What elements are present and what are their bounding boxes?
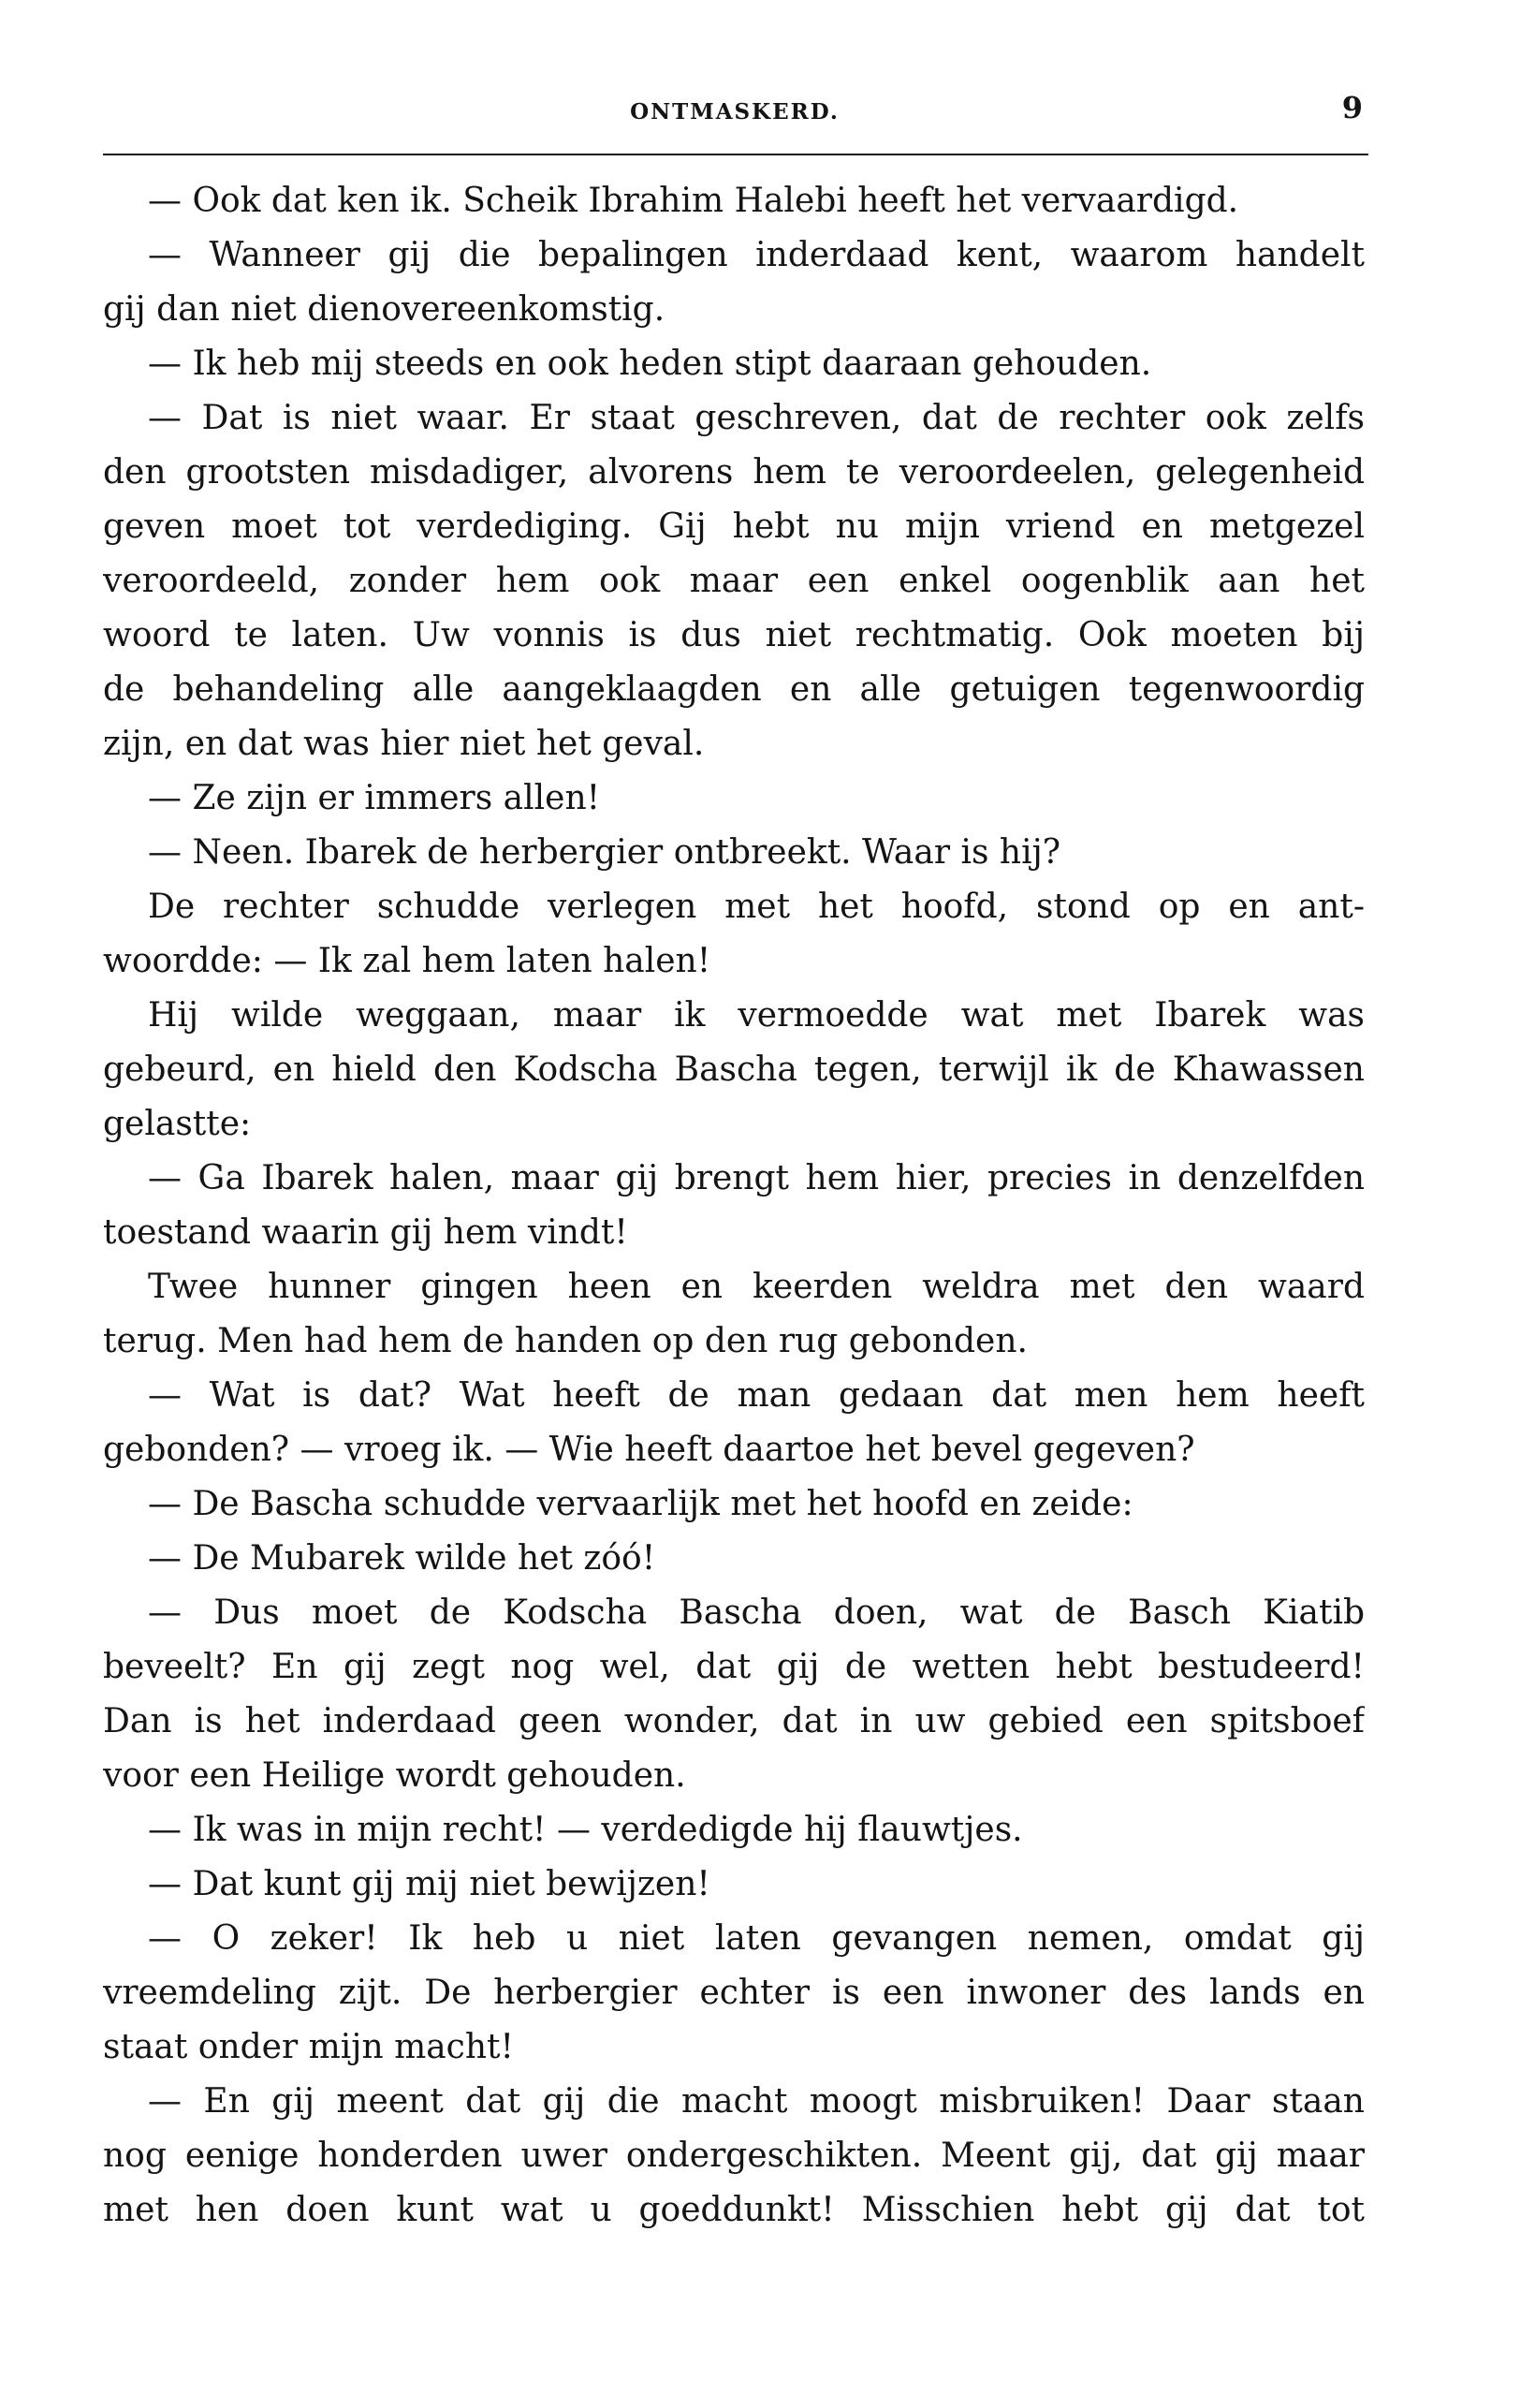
text-line: — En gij meent dat gij die macht moogt misbruiken! Daar staan	[148, 2082, 1365, 2121]
text-line: zijn, en dat was hier niet het geval.	[103, 725, 705, 763]
text-line: nog eenige honderden uwer ondergeschikten. Meent gij, dat gij maar	[103, 2136, 1365, 2175]
running-header	[103, 90, 1367, 146]
text-line: den grootsten misdadiger, alvorens hem te veroordeelen, gelegenheid	[103, 453, 1365, 492]
text-line: — Ze zijn er immers allen!	[148, 779, 601, 817]
text-line: staat onder mijn macht!	[103, 2028, 514, 2066]
body-text	[103, 174, 1365, 2238]
text-line: geven moet tot verdediging. Gij hebt nu mijn vriend en metgezel	[103, 507, 1365, 546]
text-line: gelastte:	[103, 1105, 252, 1143]
text-line: — O zeker! Ik heb u niet laten gevangen nemen, omdat gij	[148, 1919, 1365, 1958]
text-line: toestand waarin gij hem vindt!	[103, 1213, 628, 1252]
header-rule	[103, 154, 1368, 155]
text-line: — Ik heb mij steeds en ook heden stipt daaraan gehouden.	[148, 345, 1152, 383]
text-line: vreemdeling zijt. De herbergier echter is een inwoner des lands en	[103, 1974, 1365, 2012]
text-line: gij dan niet dienovereenkomstig.	[103, 290, 665, 329]
text-line: met hen doen kunt wat u goeddunkt! Misschien hebt gij dat tot	[103, 2191, 1365, 2229]
text-line: Twee hunner gingen heen en keerden weldra met den waard	[148, 1268, 1365, 1306]
text-line: — Dat is niet waar. Er staat geschreven, dat de rechter ook zelfs	[148, 399, 1365, 437]
text-line: voor een Heilige wordt gehouden.	[103, 1756, 686, 1795]
text-line: Dan is het inderdaad geen wonder, dat in uw gebied een spitsboef	[103, 1702, 1365, 1740]
text-line: beveelt? En gij zegt nog wel, dat gij de wetten hebt bestudeerd!	[103, 1648, 1365, 1686]
text-line: — Wanneer gij die bepalingen inderdaad kent, waarom handelt	[148, 236, 1365, 274]
text-line: — De Mubarek wilde het zóó!	[148, 1539, 656, 1578]
text-line: — Dat kunt gij mij niet bewijzen!	[148, 1865, 710, 1903]
text-line: gebeurd, en hield den Kodscha Bascha tegen, terwijl ik de Khawassen	[103, 1050, 1365, 1089]
text-line: — De Bascha schudde vervaarlijk met het hoofd en zeide:	[148, 1485, 1133, 1523]
text-line: — Dus moet de Kodscha Bascha doen, wat de Basch Kiatib	[148, 1593, 1365, 1632]
text-line: — Ga Ibarek halen, maar gij brengt hem hier, precies in denzelfden	[148, 1159, 1365, 1197]
text-line: — Wat is dat? Wat heeft de man gedaan dat men hem heeft	[148, 1376, 1365, 1415]
text-line: de behandeling alle aangeklaagden en alle getuigen tegenwoordig	[103, 670, 1365, 709]
text-line: De rechter schudde verlegen met het hoofd, stond op en ant-	[148, 888, 1365, 926]
text-line: — Neen. Ibarek de herbergier ontbreekt. Waar is hij?	[148, 833, 1061, 872]
text-line: — Ik was in mijn recht! — verdedigde hij flauwtjes.	[148, 1811, 1023, 1849]
running-title: ONTMASKERD.	[630, 99, 840, 125]
page-number: 9	[1341, 90, 1363, 125]
text-line: woordde: — Ik zal hem laten halen!	[103, 942, 711, 980]
text-line: terug. Men had hem de handen op den rug gebonden.	[103, 1322, 1028, 1360]
text-line: woord te laten. Uw vonnis is dus niet rechtmatig. Ook moeten bij	[103, 616, 1365, 654]
text-line: — Ook dat ken ik. Scheik Ibrahim Halebi heeft het vervaardigd.	[148, 182, 1239, 220]
text-line: Hij wilde weggaan, maar ik vermoedde wat met Ibarek was	[148, 996, 1365, 1035]
text-line: gebonden? — vroeg ik. — Wie heeft daartoe het bevel gegeven?	[103, 1431, 1195, 1469]
text-line: veroordeeld, zonder hem ook maar een enkel oogenblik aan het	[103, 562, 1365, 600]
